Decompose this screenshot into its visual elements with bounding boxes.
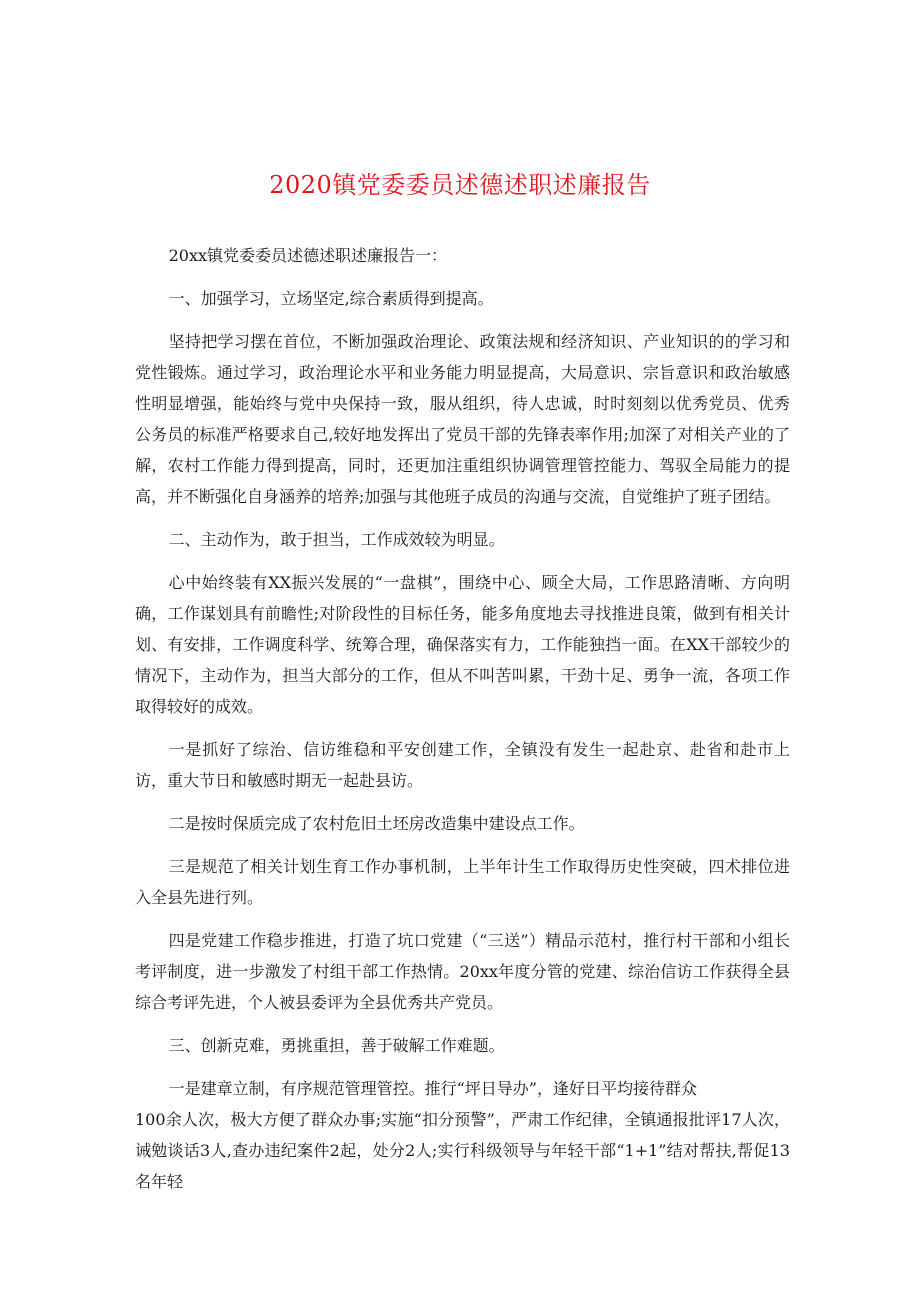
paragraph: 一是建章立制，有序规范管理管控。推行“坪日导办”，逢好日平均接待群众 [168, 1079, 697, 1098]
paragraph: 一是抓好了综治、信访维稳和平安创建工作，全镇没有发生一起赴京、赴省和赴市上访，重大节日和敏感时期无一起赴县访。 [135, 740, 790, 790]
section-heading: 一、加强学习，立场坚定,综合素质得到提高。 [168, 289, 494, 308]
paragraph-heading: 20xx镇党委委员述德述职述廉报告一： [168, 246, 448, 265]
section-heading: 三、创新克难，勇挑重担，善于破解工作难题。 [168, 1036, 505, 1055]
paragraph-continuation: 100余人次，极大方便了群众办事;实施“扣分预警”，严肃工作纪律，全镇通报批评17人次，诫勉谈话3人,查办违纪案件2起，处分2人;实行科级领导与年轻干部“1+1”结对帮扶,帮促13名年轻 [135, 1110, 790, 1191]
paragraph: 四是党建工作稳步推进，打造了坑口党建（“三送”）精品示范村，推行村干部和小组长考评制度，进一步激发了村组干部工作热情。20xx年度分管的党建、综治信访工作获得全县综合考评先进，个人被县委评为全县优秀共产党员。 [135, 931, 790, 1012]
section-heading: 二、主动作为，敢于担当，工作成效较为明显。 [168, 530, 505, 549]
paragraph: 坚持把学习摆在首位，不断加强政治理论、政策法规和经济知识、产业知识的的学习和党性锻炼。通过学习，政治理论水平和业务能力明显提高，大局意识、宗旨意识和政治敏感性明显增强，能始终与党中央保持一致，服从组织，待人忠诚，时时刻刻以优秀党员、优秀公务员的标准严格要求自己,较好地发挥出了党员干部的先锋表率作用;加深了对相关产业的了解，农村工作能力得到提高，同时，还更加注重组织协调管理管控能力、驾驭全局能力的提高，并不断强化自身涵养的培养;加强与其他班子成员的沟通与交流，自觉维护了班子团结。 [135, 332, 790, 506]
paragraph: 三是规范了相关计划生育工作办事机制，上半年计生工作取得历史性突破，四术排位进入全县先进行列。 [135, 857, 790, 907]
paragraph: 二是按时保质完成了农村危旧土坯房改造集中建设点工作。 [168, 814, 585, 833]
document-title: 2020镇党委委员述德述职述廉报告 [269, 171, 651, 199]
paragraph: 心中始终装有XX振兴发展的“一盘棋”，围绕中心、顾全大局，工作思路清晰、方向明确，工作谋划具有前瞻性;对阶段性的目标任务，能多角度地去寻找推进良策，做到有相关计划、有安排，工作调度科学、统筹合理，确保落实有力，工作能独挡一面。在XX干部较少的情况下，主动作为，担当大部分的工作，但从不叫苦叫累，干劲十足、勇争一流，各项工作取得较好的成效。 [135, 573, 790, 716]
document-body [135, 240, 790, 1209]
